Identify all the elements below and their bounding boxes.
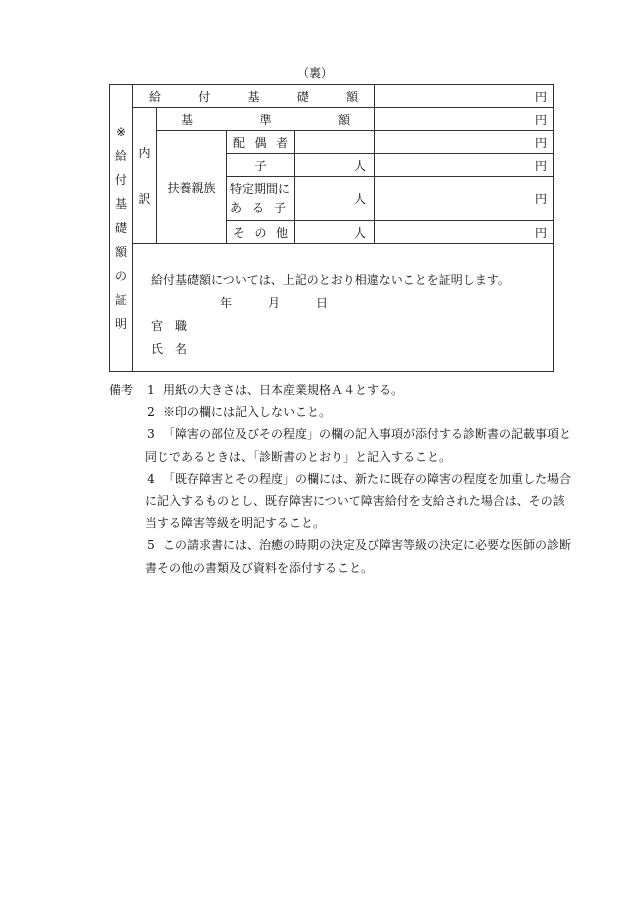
page-heading: （裏） <box>296 66 333 80</box>
notes-heading: 備考 <box>109 383 134 397</box>
note-item: この請求書には、治癒の時期の決定及び障害等級の決定に必要な医師の診断 <box>163 538 572 553</box>
note-item-continuation: 書その他の書類及び資料を添付すること。 <box>145 560 374 575</box>
note-item: 「既存障害とその程度」の欄には、新たに既存の障害の程度を加重した場合 <box>163 471 572 486</box>
spouse-label: 配 偶 者 <box>227 131 295 154</box>
certification-date[interactable]: 年 月 日 <box>219 296 328 310</box>
specified-period-child-count-field[interactable]: 人 <box>295 177 375 221</box>
note-item: ※印の欄には記入しないこと。 <box>163 405 332 420</box>
note-item: 用紙の大きさは、日本産業規格Ａ４とする。 <box>163 383 404 397</box>
name-label: 氏 名 <box>151 342 187 356</box>
spouse-count-field[interactable] <box>295 131 375 154</box>
dependents-label: 扶養親族 <box>157 131 227 244</box>
benefit-base-label: 給 付 基 礎 額 <box>133 85 375 108</box>
child-count-field[interactable]: 人 <box>295 154 375 177</box>
note-item-continuation: 同じであるときは、「診断書のとおり」と記入すること。 <box>145 449 452 464</box>
certification-vertical-label: ※ 給 付 基 礎 額 の 証 明 <box>110 85 133 372</box>
specified-period-child-label: 特定期間に あ る 子 <box>227 177 295 221</box>
others-count-field[interactable]: 人 <box>295 221 375 244</box>
note-item-continuation: に記入するものとし、既存障害について障害給付を支給された場合は、その該 <box>145 494 565 509</box>
benefit-base-certification-table <box>109 84 554 372</box>
others-label: そ の 他 <box>227 221 295 244</box>
benefit-base-amount-field[interactable]: 円 <box>375 85 554 108</box>
standard-amount-field[interactable]: 円 <box>375 108 554 131</box>
note-item: 「障害の部位及びその程度」の欄の記入事項が添付する診断書の記載事項と <box>163 427 572 442</box>
spouse-amount-field[interactable]: 円 <box>375 131 554 154</box>
official-title-label: 官 職 <box>151 319 187 333</box>
certification-area <box>133 244 554 372</box>
standard-amount-label: 基 準 額 <box>157 108 375 131</box>
child-label: 子 <box>227 154 295 177</box>
specified-period-child-amount-field[interactable]: 円 <box>375 177 554 221</box>
certification-statement: 給付基礎額については、上記のとおり相違ないことを証明します。 <box>151 273 510 287</box>
notes-section: 備考 1 用紙の大きさは、日本産業規格Ａ４とする。 2 ※印の欄には記入しないこと。 3 「障害の部位及びその程度」の欄の記入事項が添付する診断書の記載事項と 同じであるときは、「診断書のとおり」と記入すること。 4 「既存障害とその程度」の欄には、新たに既存の障害の程度を加重した場合 に記入するものとし、既存障害について障害給付を支給された場合は、その該 当する障害等級を明記すること。 5 この請求書には、治癒の時期の決定及び障害等級の決定に必要な医師の診断 書その他の書類及び資料を添付すること。 <box>109 379 579 579</box>
breakdown-vertical-label: 内 訳 <box>133 108 157 244</box>
child-amount-field[interactable]: 円 <box>375 154 554 177</box>
others-amount-field[interactable]: 円 <box>375 221 554 244</box>
note-item-continuation: 当する障害等級を明記すること。 <box>145 516 326 531</box>
